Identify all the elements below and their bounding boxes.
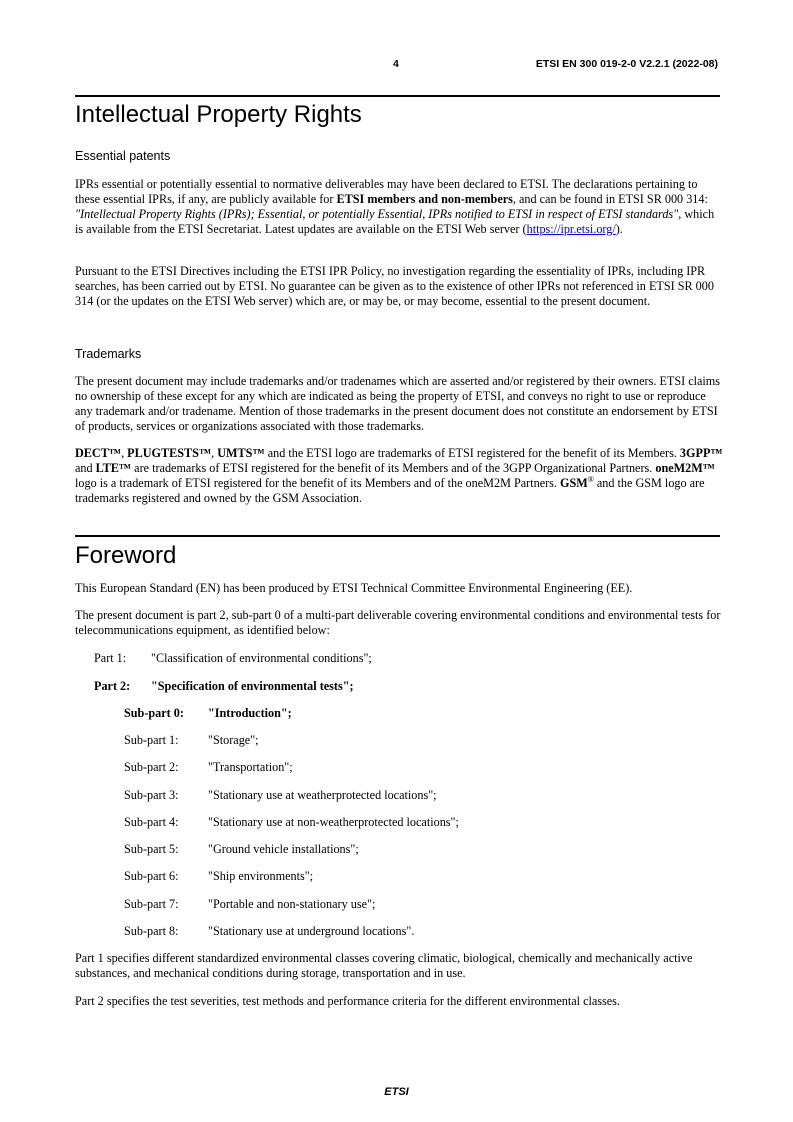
- text-run: are trademarks of ETSI registered for the benefit of its Members and of the 3GPP Organizational Partners.: [131, 461, 656, 475]
- list-item: [124, 897, 375, 912]
- trademark-3gpp: 3GPP™: [679, 446, 723, 460]
- page-footer: ETSI: [384, 1086, 409, 1098]
- list-item-label: Sub-part 1:: [124, 733, 179, 747]
- trademark-onem2m: oneM2M™: [655, 461, 715, 475]
- trademarks-paragraph-1: The present document may include trademarks and/or tradenames which are asserted and/or registered by their owners. ETSI claims no ownership of these except for any which are indicated as being the property of ETSI, and conveys no right to use or reproduce any trademark and/or tradename. Mention of those trademarks in the present document does not constitute an endorsement by ETSI of products, services or organizations associated with those trademarks.: [75, 374, 721, 433]
- trademarks-paragraph-2: [75, 446, 723, 506]
- essential-patents-heading: Essential patents: [75, 149, 171, 163]
- list-item-label: Sub-part 4:: [124, 815, 179, 829]
- foreword-paragraph-2: The present document is part 2, sub-part 0 of a multi-part deliverable covering environmental conditions and environmental tests for telecommunications equipment, as identified below:: [75, 608, 721, 637]
- foreword-paragraph-4: Part 2 specifies the test severities, test methods and performance criteria for the different environmental classes.: [75, 994, 620, 1008]
- text-run-bold: ETSI members and non-members: [336, 192, 513, 206]
- list-item-text: "Stationary use at underground locations".: [208, 924, 415, 938]
- list-item: [124, 815, 459, 830]
- text-run: ,: [121, 446, 128, 460]
- text-run-italic: "Intellectual Property Rights (IPRs); Essential, or potentially Essential, IPRs notified to ETSI in respect of ETSI standards": [75, 207, 679, 221]
- foreword-paragraph-1: This European Standard (EN) has been produced by ETSI Technical Committee Environmental Engineering (EE).: [75, 581, 633, 595]
- list-item-text: "Stationary use at weatherprotected locations";: [208, 788, 437, 802]
- essential-patents-paragraph-2: Pursuant to the ETSI Directives including the ETSI IPR Policy, no investigation regarding the essentiality of IPRs, including IPR searches, has been carried out by ETSI. No guarantee can be given as to the existence of other IPRs not referenced in ETSI SR 000 314 (or the updates on the ETSI Web server) which are, or may be, or may become, essential to the present document.: [75, 264, 714, 308]
- text-run: logo is a trademark of ETSI registered for the benefit of its Members and of the oneM2M Partners.: [75, 476, 560, 490]
- registered-mark: ®: [587, 474, 594, 484]
- essential-patents-paragraph-1: [75, 177, 723, 237]
- document-id: ETSI EN 300 019-2-0 V2.2.1 (2022-08): [535, 58, 718, 70]
- ipr-title: Intellectual Property Rights: [75, 101, 362, 128]
- list-item-text: "Ship environments";: [208, 869, 314, 883]
- list-item: [124, 733, 259, 748]
- list-item-label: Sub-part 0:: [124, 706, 184, 720]
- list-item: [94, 679, 354, 694]
- list-item-label: Sub-part 5:: [124, 842, 179, 856]
- trademark-plugtests: PLUGTESTS™: [127, 446, 212, 460]
- section-rule: [75, 535, 720, 537]
- list-item-label: Part 2:: [94, 679, 131, 693]
- list-item: [94, 651, 372, 666]
- list-item-text: "Classification of environmental conditions";: [151, 651, 372, 665]
- section-rule: [75, 95, 720, 97]
- text-run: and the ETSI logo are trademarks of ETSI registered for the benefit of its Members.: [264, 446, 680, 460]
- list-item: [124, 842, 359, 857]
- trademark-gsm: GSM: [560, 476, 588, 490]
- list-item-text: "Introduction";: [208, 706, 292, 720]
- list-item-text: "Portable and non-stationary use";: [208, 897, 376, 911]
- list-item: [124, 924, 414, 939]
- list-item-label: Sub-part 7:: [124, 897, 179, 911]
- trademarks-heading: Trademarks: [75, 347, 142, 361]
- ipr-link[interactable]: https://ipr.etsi.org/: [526, 222, 616, 236]
- text-run: , and can be found in ETSI SR 000 314:: [512, 192, 708, 206]
- list-item: [124, 760, 293, 775]
- text-run: , which is available from the ETSI Secretariat. Latest updates are available on the ETSI Web server (: [75, 207, 715, 236]
- text-run: and the GSM logo are trademarks registered and owned by the GSM Association.: [75, 476, 705, 505]
- page-number: 4: [393, 58, 399, 70]
- list-item-label: Sub-part 6:: [124, 869, 179, 883]
- list-item: [124, 869, 313, 884]
- foreword-title: Foreword: [75, 542, 177, 569]
- text-run: IPRs essential or potentially essential to normative deliverables may have been declared to ETSI. The declarations pertaining to these essential IPRs, if any, are publicly available for: [75, 177, 698, 206]
- trademark-dect: DECT™: [75, 446, 122, 460]
- text-run: and: [75, 461, 96, 475]
- list-item-text: "Specification of environmental tests";: [151, 679, 354, 693]
- list-item-text: "Transportation";: [208, 760, 293, 774]
- list-item-label: Part 1:: [94, 651, 127, 665]
- list-item-text: "Stationary use at non-weatherprotected locations";: [208, 815, 459, 829]
- foreword-paragraph-3: Part 1 specifies different standardized environmental classes covering climatic, biological, chemically and mechanically active substances, and mechanical conditions during storage, transportation and in use.: [75, 951, 693, 980]
- trademark-lte: LTE™: [95, 461, 132, 475]
- list-item-label: Sub-part 3:: [124, 788, 179, 802]
- text-run: ).: [615, 222, 623, 236]
- list-item: [124, 706, 292, 721]
- list-item-text: "Ground vehicle installations";: [208, 842, 359, 856]
- list-item-label: Sub-part 8:: [124, 924, 179, 938]
- list-item-label: Sub-part 2:: [124, 760, 179, 774]
- trademark-umts: UMTS™: [217, 446, 265, 460]
- text-run: ,: [211, 446, 218, 460]
- list-item-text: "Storage";: [208, 733, 259, 747]
- list-item: [124, 788, 437, 803]
